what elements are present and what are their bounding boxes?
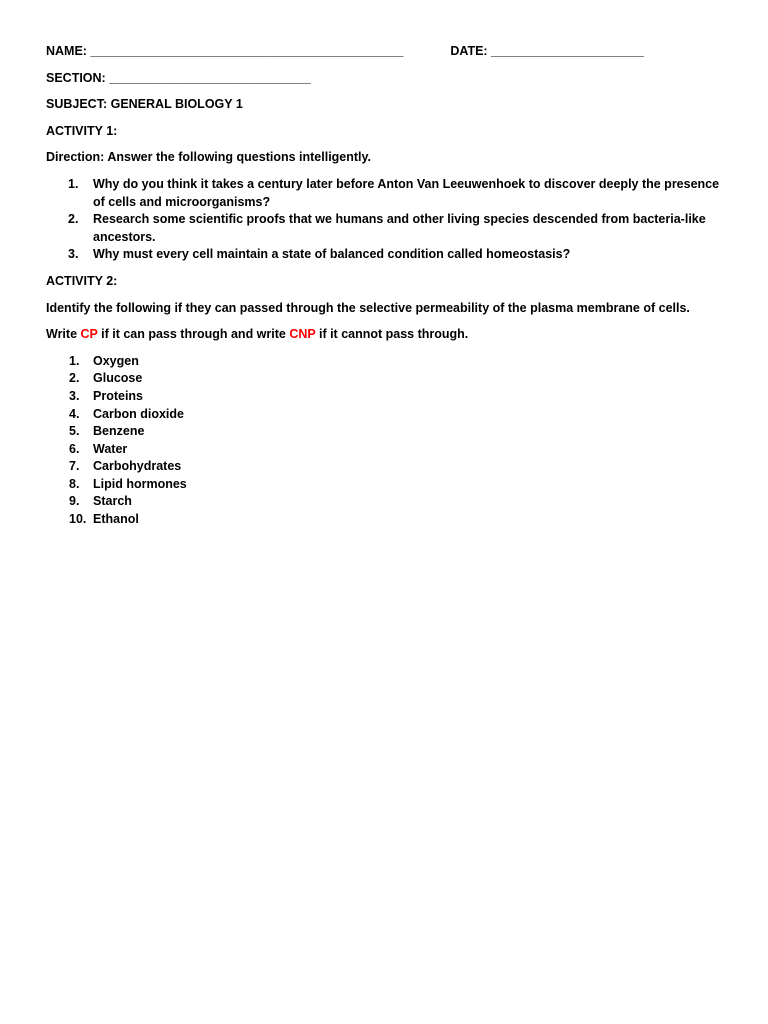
list-item (46, 388, 728, 406)
list-item (46, 370, 728, 388)
activity1-question-list (46, 176, 728, 264)
date-blank[interactable]: ______________________ (487, 44, 644, 58)
item-number: 9. (69, 494, 80, 509)
activity2-item-list (46, 353, 728, 529)
item-number: 7. (69, 459, 80, 474)
item-number: 5. (69, 424, 80, 439)
activity2-title: ACTIVITY 2: (46, 273, 118, 288)
item-text: Carbon dioxide (93, 406, 184, 421)
item-text: Proteins (93, 388, 144, 403)
name-label: NAME: (46, 44, 87, 58)
item-text: Starch (93, 494, 132, 509)
question-text: Why do you think it takes a century later before Anton Van Leeuwenhoek to discover deeply the presence of cells and microorganisms? (93, 176, 720, 209)
section-label: SECTION: (46, 70, 106, 85)
question-number: 1. (68, 176, 79, 191)
write-middle: if it can pass through and write (97, 327, 290, 342)
list-item (46, 511, 728, 529)
section-field[interactable] (46, 70, 728, 88)
write-suffix: if it cannot pass through. (315, 327, 469, 342)
item-text: Lipid hormones (93, 476, 187, 491)
item-text: Benzene (93, 424, 145, 439)
item-text: Ethanol (93, 512, 139, 527)
cnp-label: CNP (289, 327, 316, 342)
item-number: 6. (69, 441, 80, 456)
item-number: 8. (69, 476, 80, 491)
list-item (46, 423, 728, 441)
item-number: 10. (69, 512, 87, 527)
name-field[interactable] (46, 43, 403, 61)
activity2-instruction: Identify the following if they can passed through the selective permeability of the plasma membrane of cells. (46, 300, 690, 315)
question-text: Research some scientific proofs that we humans and other living species descended from bacteria-like ancestors. (93, 212, 706, 244)
subject-line: SUBJECT: GENERAL BIOLOGY 1 (46, 97, 243, 112)
question-item (46, 176, 728, 211)
item-number: 4. (69, 406, 80, 421)
item-text: Glucose (93, 371, 143, 386)
question-item (46, 246, 728, 264)
section-blank[interactable]: _____________________________ (105, 70, 311, 85)
question-item (46, 211, 728, 246)
item-number: 2. (69, 371, 80, 386)
cp-label: CP (80, 327, 98, 342)
question-text: Why must every cell maintain a state of balanced condition called homeostasis? (93, 247, 571, 262)
list-item (46, 476, 728, 494)
item-text: Water (93, 441, 128, 456)
date-field[interactable] (450, 43, 644, 61)
list-item (46, 406, 728, 424)
question-number: 2. (68, 212, 79, 227)
activity1-direction: Direction: Answer the following questions intelligently. (46, 150, 372, 165)
name-date-row (46, 43, 644, 61)
name-blank[interactable]: _____________________________________________ (86, 44, 404, 58)
item-number: 1. (69, 353, 80, 368)
list-item (46, 458, 728, 476)
write-prefix: Write (46, 327, 81, 342)
date-label: DATE: (450, 44, 488, 58)
list-item (46, 493, 728, 511)
item-text: Oxygen (93, 353, 139, 368)
item-text: Carbohydrates (93, 459, 182, 474)
activity1-title: ACTIVITY 1: (46, 123, 118, 138)
item-number: 3. (69, 388, 80, 403)
list-item (46, 441, 728, 459)
activity2-write-instruction (46, 326, 728, 344)
list-item (46, 353, 728, 371)
question-number: 3. (68, 247, 79, 262)
